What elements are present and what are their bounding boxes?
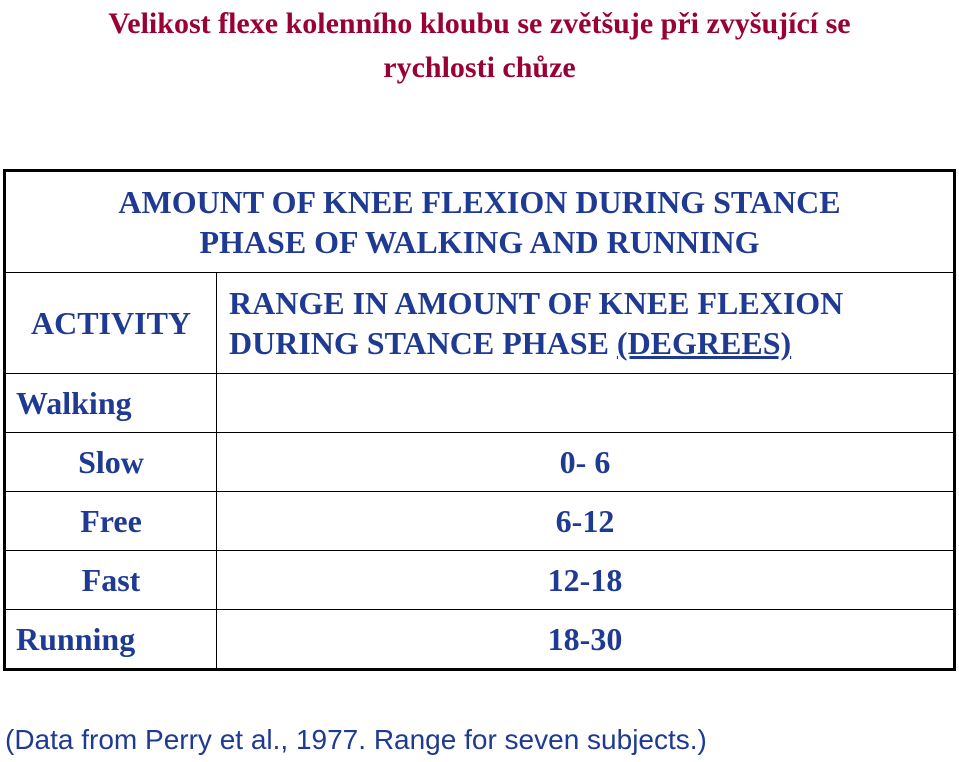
table-header-row — [5, 273, 955, 374]
table-caption-row — [5, 171, 955, 273]
activity-cell-walking: Walking — [5, 374, 217, 433]
range-header-unit: (DEGREES) — [616, 325, 792, 361]
knee-flexion-table — [3, 169, 956, 671]
activity-column-header: ACTIVITY — [5, 273, 217, 374]
range-cell-fast: 12-18 — [217, 551, 955, 610]
slide-title-line1: Velikost flexe kolenního kloubu se zvětšuje při zvyšující se — [108, 7, 851, 40]
range-cell-running: 18-30 — [217, 610, 955, 670]
range-cell-free: 6-12 — [217, 492, 955, 551]
range-column-header — [217, 273, 955, 374]
range-header-line2-prefix: DURING STANCE PHASE — [229, 325, 617, 361]
table-caption-line2: PHASE OF WALKING AND RUNNING — [199, 224, 760, 260]
activity-cell-free: Free — [5, 492, 217, 551]
slide-title-line2: rychlosti chůze — [383, 51, 576, 84]
table-row — [5, 551, 955, 610]
table-row — [5, 433, 955, 492]
table-row — [5, 610, 955, 670]
activity-cell-running: Running — [5, 610, 217, 670]
slide-title — [0, 2, 959, 90]
range-cell-slow: 0- 6 — [217, 433, 955, 492]
activity-cell-fast: Fast — [5, 551, 217, 610]
table-caption — [5, 171, 955, 273]
table-row — [5, 374, 955, 433]
range-header-line1: RANGE IN AMOUNT OF KNEE FLEXION — [229, 285, 844, 321]
table-caption-line1: AMOUNT OF KNEE FLEXION DURING STANCE — [118, 184, 841, 220]
range-header-line2 — [229, 323, 953, 363]
range-cell-walking — [217, 374, 955, 433]
activity-cell-slow: Slow — [5, 433, 217, 492]
data-source-footnote: (Data from Perry et al., 1977. Range for seven subjects.) — [5, 724, 707, 755]
table-row — [5, 492, 955, 551]
